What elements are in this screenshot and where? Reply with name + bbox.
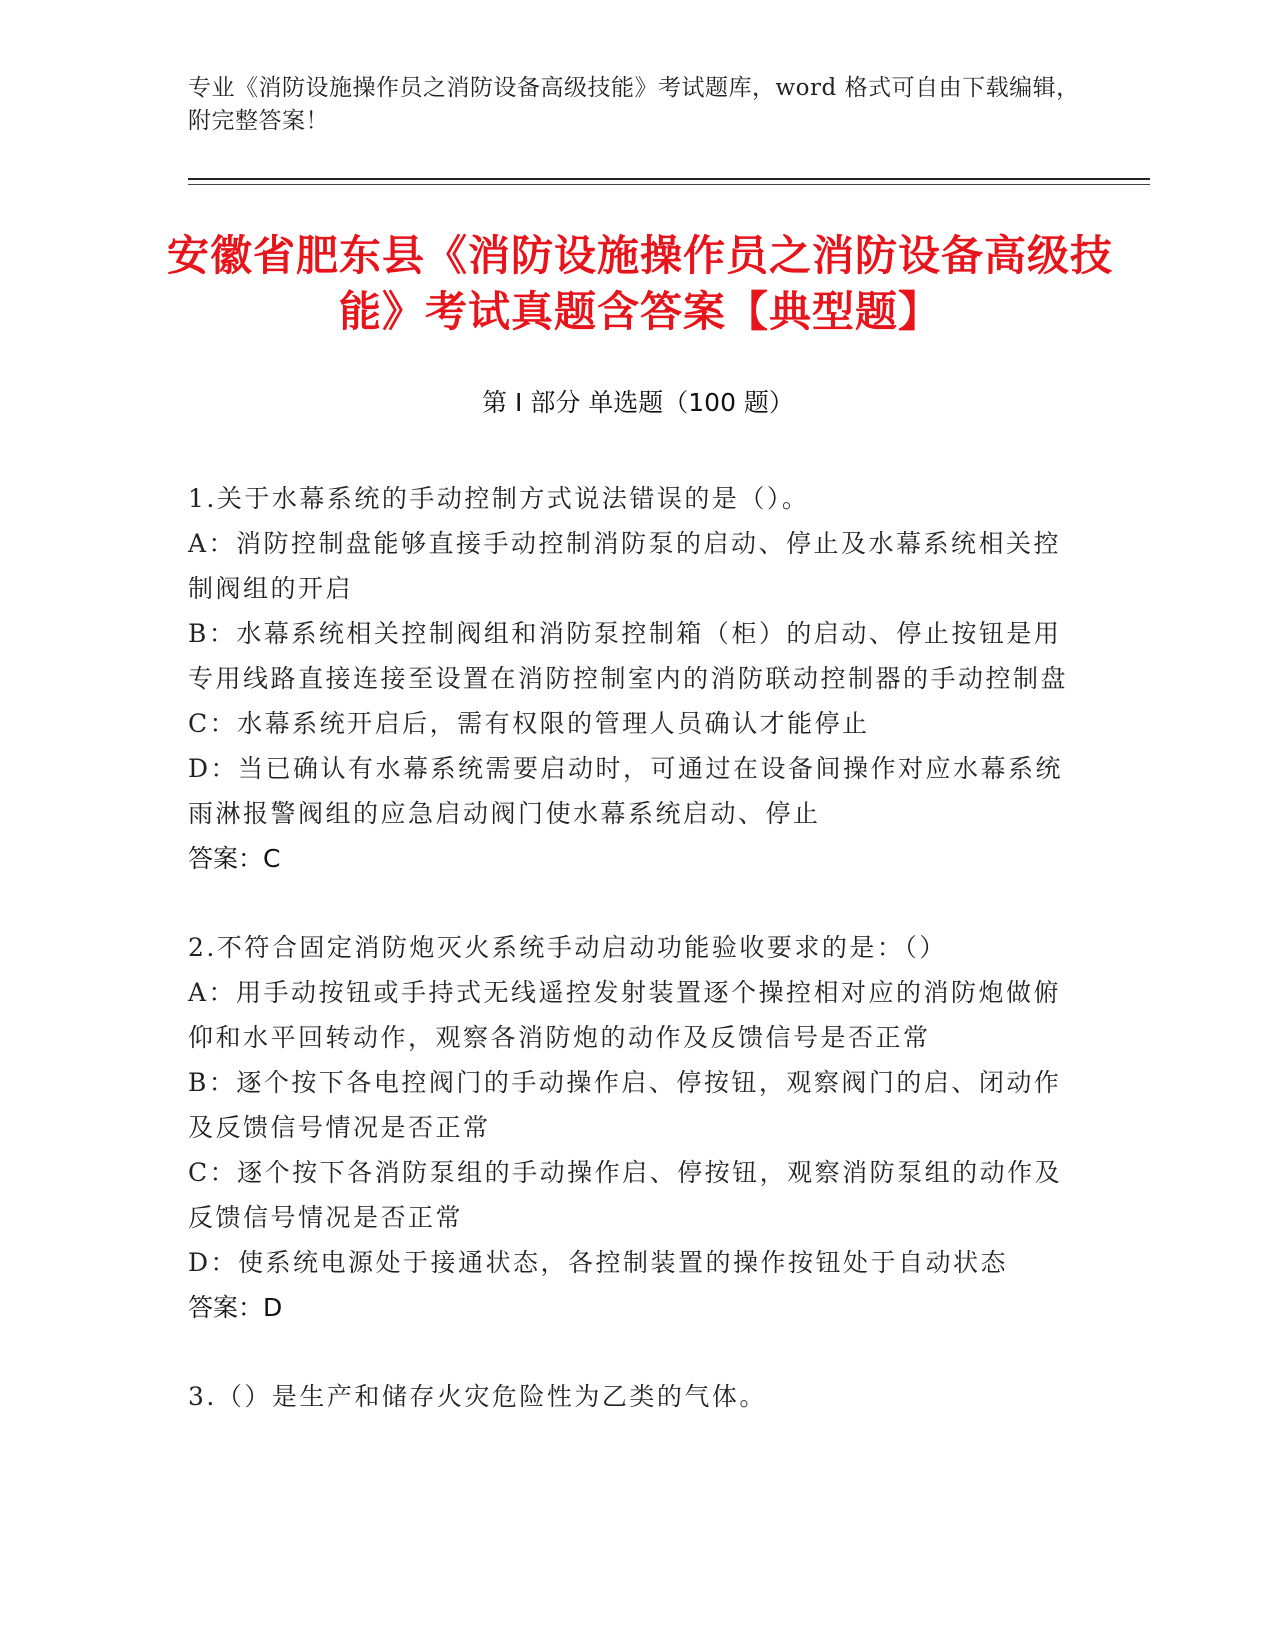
question-list	[188, 476, 1068, 1463]
header-divider-thin	[188, 184, 1150, 185]
option-b: B：逐个按下各电控阀门的手动操作启、停按钮，观察阀门的启、闭动作及反馈信号情况是否正常	[188, 1068, 1062, 1142]
answer: 答案：D	[188, 1293, 283, 1322]
option-c: C：水幕系统开启后，需有权限的管理人员确认才能停止	[188, 709, 870, 738]
document-title: 安徽省肥东县《消防设施操作员之消防设备高级技能》考试真题含答案【典型题】	[166, 231, 1113, 336]
option-d: D：当已确认有水幕系统需要启动时，可通过在设备间操作对应水幕系统雨淋报警阀组的应急启动阀门使水幕系统启动、停止	[188, 754, 1064, 828]
answer: 答案：C	[188, 844, 281, 873]
option-c: C：逐个按下各消防泵组的手动操作启、停按钮，观察消防泵组的动作及反馈信号情况是否正常	[188, 1158, 1063, 1232]
question-stem: 2.不符合固定消防炮灭火系统手动启动功能验收要求的是：（）	[188, 933, 947, 962]
question-1	[188, 476, 1068, 881]
option-d: D：使系统电源处于接通状态，各控制装置的操作按钮处于自动状态	[188, 1248, 1009, 1277]
option-a: A：消防控制盘能够直接手动控制消防泵的启动、停止及水幕系统相关控制阀组的开启	[188, 529, 1062, 603]
option-b: B：水幕系统相关控制阀组和消防泵控制箱（柜）的启动、停止按钮是用专用线路直接连接至设置在消防控制室内的消防联动控制器的手动控制盘	[188, 619, 1069, 693]
section-heading: 第 I 部分 单选题（100 题）	[482, 388, 794, 417]
question-3	[188, 1374, 1068, 1419]
header-note: 专业《消防设施操作员之消防设备高级技能》考试题库，word 格式可自由下载编辑，附完整答案！	[188, 75, 1080, 134]
option-a: A：用手动按钮或手持式无线遥控发射装置逐个操控相对应的消防炮做俯仰和水平回转动作，观察各消防炮的动作及反馈信号是否正常	[188, 978, 1062, 1052]
header-divider-thick	[188, 178, 1150, 180]
question-stem: 1.关于水幕系统的手动控制方式说法错误的是（）。	[188, 484, 810, 513]
question-stem: 3.（）是生产和储存火灾危险性为乙类的气体。	[188, 1382, 767, 1411]
question-2	[188, 925, 1068, 1330]
